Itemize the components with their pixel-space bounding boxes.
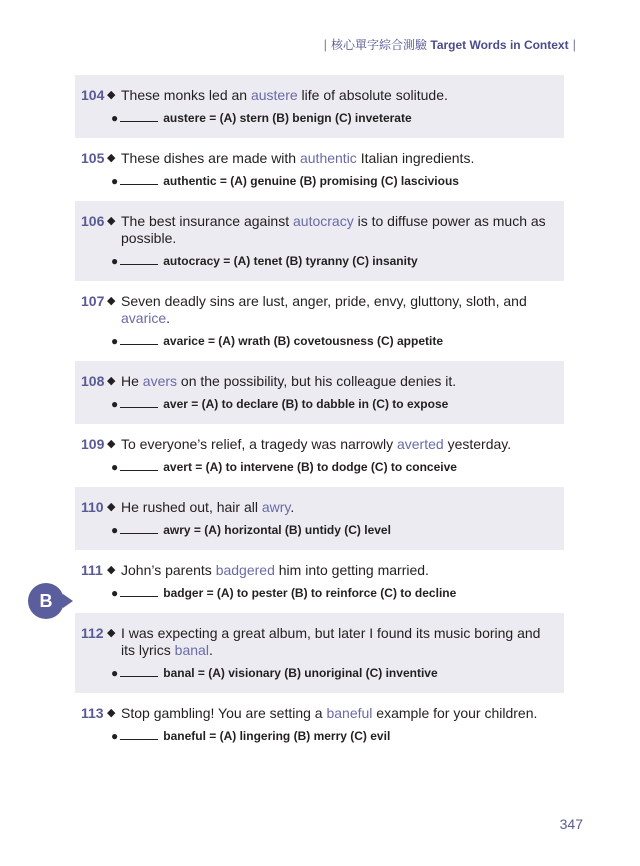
question-sentence xyxy=(121,213,564,247)
answer-line xyxy=(81,585,564,600)
diamond-icon: ◆ xyxy=(107,215,116,227)
answer-choices: awry = (A) horizontal (B) untidy (C) level xyxy=(163,523,391,537)
question-sentence xyxy=(121,562,564,579)
target-word: baneful xyxy=(326,705,373,721)
sentence-post: yesterday. xyxy=(443,436,512,452)
sentence-post: example for your children. xyxy=(372,705,538,721)
question-number: 111 xyxy=(81,562,103,578)
diamond-icon: ◆ xyxy=(107,375,116,387)
question-number: 112 xyxy=(81,625,104,641)
sentence-pre: I was expecting a great album, but later I found its music boring and its lyrics xyxy=(121,625,541,658)
bullet-icon: ● xyxy=(111,523,119,537)
answer-line xyxy=(81,253,564,268)
target-word: avers xyxy=(142,373,178,389)
section-badge: B xyxy=(28,583,64,619)
sentence-pre: He xyxy=(121,373,143,389)
header-title-en: Target Words in Context xyxy=(430,37,569,52)
answer-line xyxy=(81,522,564,537)
target-word: averted xyxy=(396,436,444,452)
diamond-icon: ◆ xyxy=(107,707,116,719)
answer-choices: baneful = (A) lingering (B) merry (C) evil xyxy=(163,729,391,743)
bullet-icon: ● xyxy=(111,254,119,268)
answer-choices: avert = (A) to intervene (B) to dodge (C) to conceive xyxy=(163,460,457,474)
answer-choices: authentic = (A) genuine (B) promising (C) lascivious xyxy=(163,174,459,188)
answer-blank[interactable] xyxy=(120,522,158,534)
question-number: 107 xyxy=(81,293,105,309)
question-sentence xyxy=(121,150,564,167)
question-list xyxy=(75,75,564,756)
question-item xyxy=(75,693,564,756)
sentence-post: . xyxy=(166,310,171,326)
answer-choices: badger = (A) to pester (B) to reinforce (C) to decline xyxy=(163,586,457,600)
sentence-post: Italian ingredients. xyxy=(356,150,475,166)
running-header xyxy=(320,36,580,53)
question-item xyxy=(75,75,564,138)
question-sentence xyxy=(121,436,564,453)
sentence-post: . xyxy=(290,499,295,515)
question-sentence-line xyxy=(81,150,564,167)
answer-blank[interactable] xyxy=(120,253,158,265)
question-item xyxy=(75,201,564,281)
answer-choices: autocracy = (A) tenet (B) tyranny (C) insanity xyxy=(163,254,418,268)
question-number: 113 xyxy=(81,705,104,721)
sentence-pre: These monks led an xyxy=(121,87,251,103)
diamond-icon: ◆ xyxy=(107,501,116,513)
target-word: banal xyxy=(174,642,209,658)
question-number: 105 xyxy=(81,150,105,166)
answer-blank[interactable] xyxy=(120,585,158,597)
answer-blank[interactable] xyxy=(120,173,158,185)
answer-blank[interactable] xyxy=(120,728,158,740)
answer-blank[interactable] xyxy=(120,665,158,677)
sentence-post: . xyxy=(208,642,213,658)
sentence-pre: He rushed out, hair all xyxy=(121,499,262,515)
question-sentence xyxy=(121,87,564,104)
question-item xyxy=(75,138,564,201)
question-sentence-line xyxy=(81,87,564,104)
question-number: 109 xyxy=(81,436,105,452)
question-item xyxy=(75,550,564,613)
question-sentence-line xyxy=(81,499,564,516)
answer-line xyxy=(81,333,564,348)
sentence-post: life of absolute solitude. xyxy=(297,87,448,103)
target-word: badgered xyxy=(215,562,275,578)
question-sentence xyxy=(121,293,564,327)
target-word: authentic xyxy=(299,150,357,166)
diamond-icon: ◆ xyxy=(107,627,116,639)
answer-blank[interactable] xyxy=(120,459,158,471)
bullet-icon: ● xyxy=(111,460,119,474)
answer-blank[interactable] xyxy=(120,396,158,408)
question-item xyxy=(75,281,564,361)
question-sentence-line xyxy=(81,213,564,247)
answer-line xyxy=(81,728,564,743)
question-sentence-line xyxy=(81,625,564,659)
question-number: 106 xyxy=(81,213,105,229)
target-word: austere xyxy=(250,87,298,103)
question-sentence xyxy=(121,705,564,722)
sentence-post: is to diffuse power as much as possible. xyxy=(121,213,546,246)
question-number: 108 xyxy=(81,373,105,389)
question-number: 110 xyxy=(81,499,104,515)
bullet-icon: ● xyxy=(111,729,119,743)
sentence-pre: These dishes are made with xyxy=(121,150,300,166)
sentence-pre: Stop gambling! You are setting a xyxy=(121,705,327,721)
diamond-icon: ◆ xyxy=(107,438,116,450)
answer-line xyxy=(81,396,564,411)
header-divider-right: | xyxy=(572,37,576,52)
answer-line xyxy=(81,173,564,188)
bullet-icon: ● xyxy=(111,586,119,600)
answer-blank[interactable] xyxy=(120,333,158,345)
answer-blank[interactable] xyxy=(120,110,158,122)
bullet-icon: ● xyxy=(111,111,119,125)
target-word: avarice xyxy=(121,310,167,326)
bullet-icon: ● xyxy=(111,174,119,188)
question-sentence xyxy=(121,373,564,390)
sentence-pre: John’s parents xyxy=(121,562,216,578)
diamond-icon: ◆ xyxy=(107,89,116,101)
target-word: awry xyxy=(261,499,291,515)
target-word: autocracy xyxy=(293,213,354,229)
question-sentence xyxy=(121,499,564,516)
answer-choices: avarice = (A) wrath (B) covetousness (C) appetite xyxy=(163,334,443,348)
answer-line xyxy=(81,459,564,474)
answer-choices: banal = (A) visionary (B) unoriginal (C) inventive xyxy=(163,666,438,680)
question-sentence xyxy=(121,625,564,659)
answer-choices: aver = (A) to declare (B) to dabble in (C) to expose xyxy=(163,397,449,411)
question-sentence-line xyxy=(81,562,564,579)
diamond-icon: ◆ xyxy=(107,295,116,307)
question-sentence-line xyxy=(81,293,564,327)
answer-line xyxy=(81,110,564,125)
question-item xyxy=(75,487,564,550)
sentence-pre: Seven deadly sins are lust, anger, pride, envy, gluttony, sloth, and xyxy=(121,293,527,309)
diamond-icon: ◆ xyxy=(107,152,116,164)
sentence-post: on the possibility, but his colleague denies it. xyxy=(177,373,457,389)
header-divider-left: | xyxy=(323,37,328,52)
question-item xyxy=(75,613,564,693)
answer-choices: austere = (A) stern (B) benign (C) inveterate xyxy=(163,111,412,125)
bullet-icon: ● xyxy=(111,334,119,348)
question-sentence-line xyxy=(81,705,564,722)
sentence-pre: To everyone’s relief, a tragedy was narrowly xyxy=(121,436,397,452)
diamond-icon: ◆ xyxy=(107,564,116,576)
question-sentence-line xyxy=(81,373,564,390)
page-number: 347 xyxy=(559,816,583,832)
question-item xyxy=(75,424,564,487)
question-number: 104 xyxy=(81,87,105,103)
question-sentence-line xyxy=(81,436,564,453)
bullet-icon: ● xyxy=(111,397,119,411)
bullet-icon: ● xyxy=(111,666,119,680)
question-item xyxy=(75,361,564,424)
sentence-pre: The best insurance against xyxy=(121,213,293,229)
sentence-post: him into getting married. xyxy=(274,562,429,578)
header-title-zh: 核心單字綜合測驗 xyxy=(331,38,428,52)
answer-line xyxy=(81,665,564,680)
